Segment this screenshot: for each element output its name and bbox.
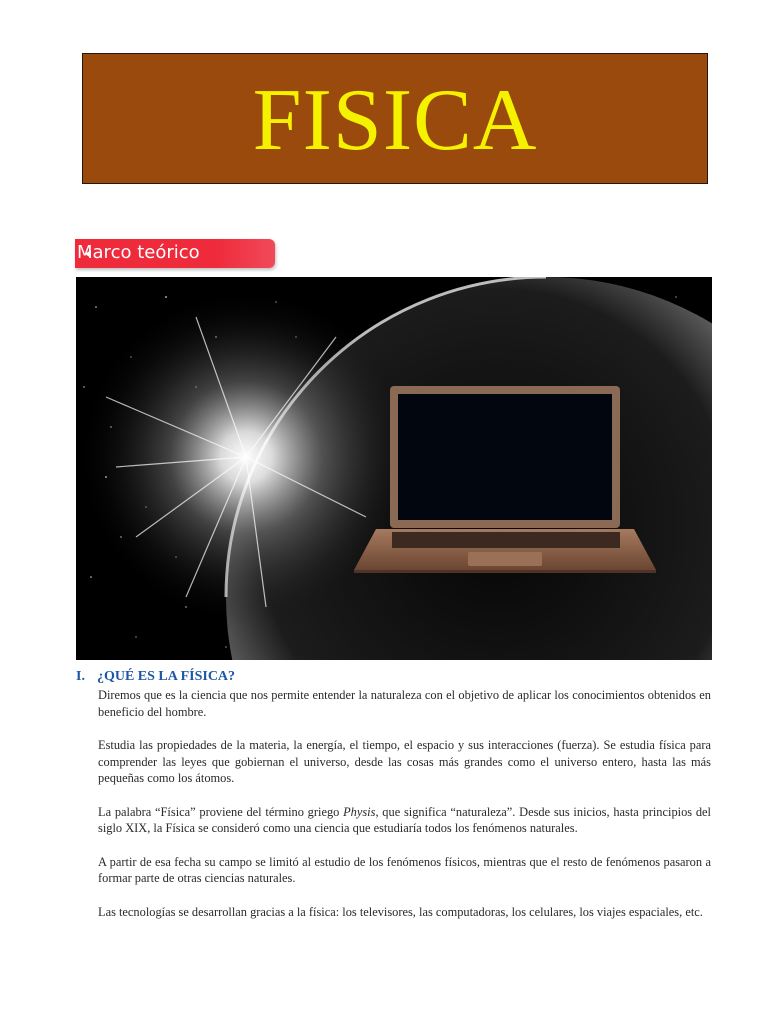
body-text [98,687,711,937]
section-heading [76,669,235,685]
laptop-icon [354,386,656,573]
page-title: FISICA [252,71,538,169]
paragraph-3-end: , que significa “naturaleza”. Desde sus inicios, hasta principios del siglo XIX, la Física se consideró como una ciencia que estudiaría todos los fenómenos naturales. [98,804,711,835]
space-laptop-image [76,277,712,660]
title-banner [82,53,708,184]
section-tag-label: Marco teórico [77,242,200,263]
greek-term: Physis [343,804,376,819]
paragraph-3-start: La palabra “Física” proviene del término griego [98,804,344,819]
heading-number: I. [76,669,85,684]
hero-image [76,277,712,660]
paragraph-2: Estudia las propiedades de la materia, la energía, el tiempo, el espacio y sus interacciones (fuerza). Se estudia física para comprender las leyes que gobiernan el universo, desde las cosas más grandes como el universo entero, hasta las más pequeñas como los átomos. [98,738,711,785]
paragraph-5: Las tecnologías se desarrollan gracias a la física: los televisores, las computadoras, los celulares, los viajes espaciales, etc. [98,904,703,919]
paragraph-1: Diremos que es la ciencia que nos permite entender la naturaleza con el objetivo de aplicar los conocimientos obtenidos en beneficio del hombre. [98,688,711,719]
paragraph-4: A partir de esa fecha su campo se limitó al estudio de los fenómenos físicos, mientras que el resto de fenómenos pasaron a formar parte de otras ciencias naturales. [98,854,711,885]
paragraph-3 [98,804,711,837]
section-tag [75,239,275,268]
heading-text: ¿QUÉ ES LA FÍSICA? [96,669,236,684]
